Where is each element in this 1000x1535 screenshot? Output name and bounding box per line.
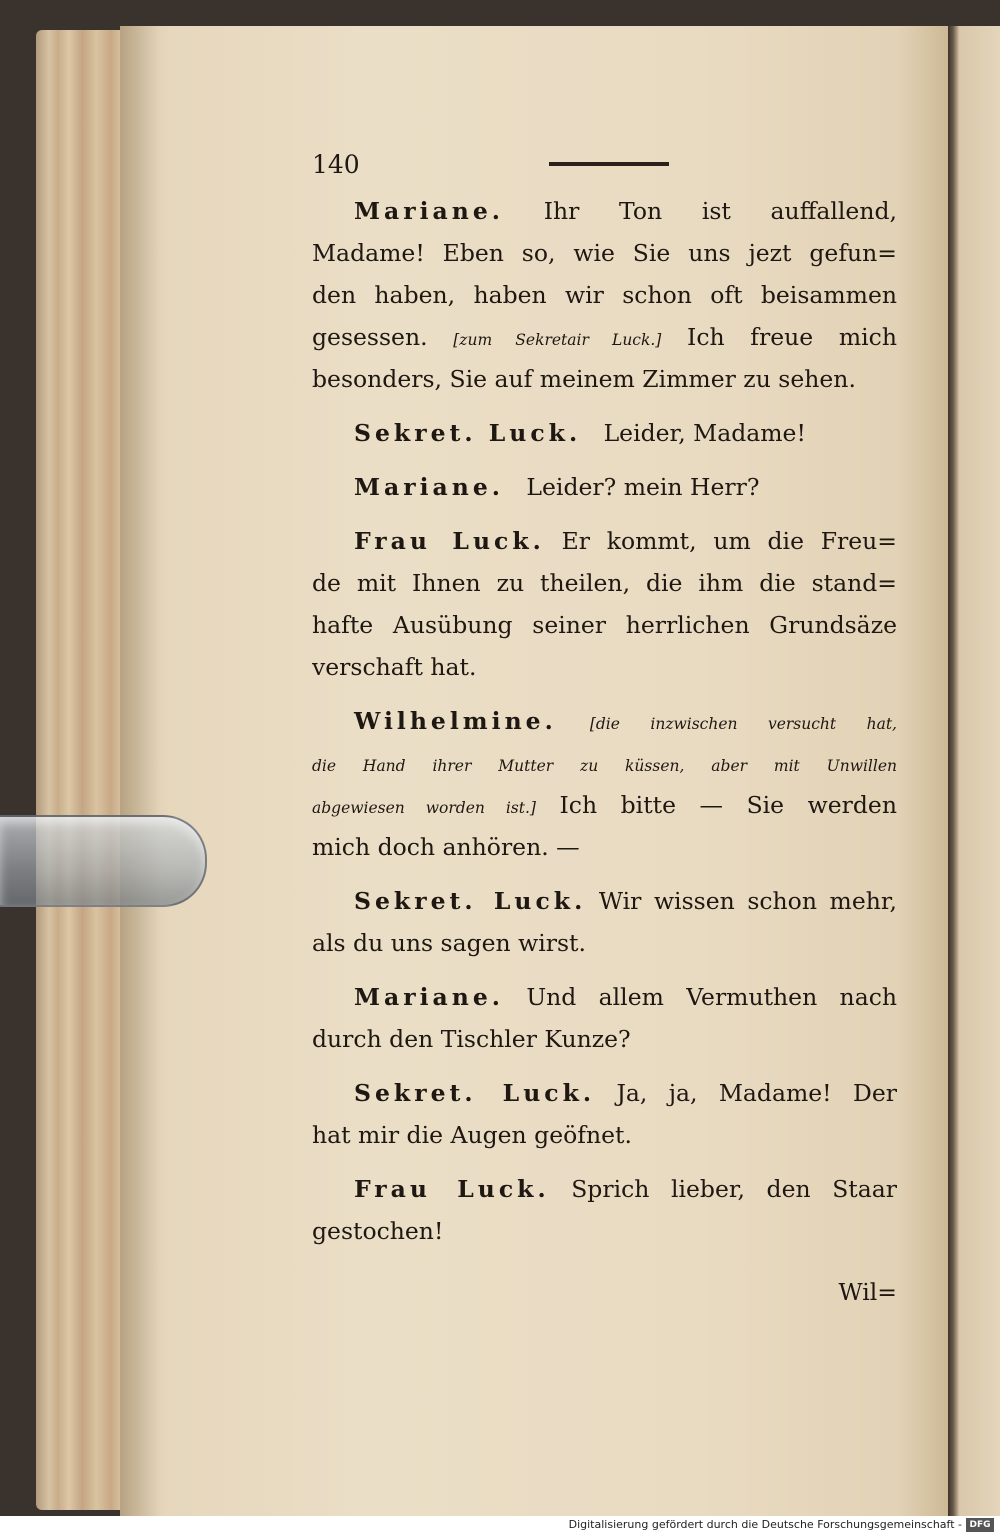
text-line: durch den Tischler Kunze? bbox=[312, 1025, 631, 1053]
text-line bbox=[312, 742, 897, 784]
passage bbox=[312, 976, 897, 1060]
page-text bbox=[312, 150, 897, 1306]
dialogue-text: Ja, ja, Madame! Der bbox=[616, 1079, 897, 1107]
gutter-shadow bbox=[120, 26, 160, 1516]
head-rule bbox=[549, 162, 669, 166]
speaker-name: Sekret. Luck. bbox=[354, 419, 582, 447]
dialogue-text: gesessen. bbox=[312, 323, 428, 351]
passage bbox=[312, 190, 897, 400]
catchword: Wil= bbox=[838, 1278, 897, 1306]
dfg-logo: DFG bbox=[966, 1518, 994, 1532]
text-line: verschaft hat. bbox=[312, 653, 477, 681]
footer-bar bbox=[0, 1516, 1000, 1535]
text-line: Madame! Eben so, wie Sie uns jezt gefun= bbox=[312, 239, 897, 267]
dialogue-text: Ich freue mich bbox=[687, 323, 897, 351]
page-number: 140 bbox=[312, 150, 360, 179]
passage bbox=[312, 880, 897, 964]
speaker-name: Frau Luck. bbox=[354, 1175, 550, 1203]
stage-direction: [zum Sekretair Luck.] bbox=[453, 331, 662, 349]
text-line bbox=[312, 1168, 897, 1210]
speaker-name: Mariane. bbox=[354, 197, 504, 225]
speaker-name: Sekret. Luck. bbox=[354, 887, 587, 915]
passage bbox=[312, 1168, 897, 1252]
passage bbox=[312, 700, 897, 868]
text-line bbox=[312, 412, 897, 454]
text-line: hat mir die Augen geöfnet. bbox=[312, 1121, 632, 1149]
passage bbox=[312, 466, 897, 508]
text-line: als du uns sagen wirst. bbox=[312, 929, 586, 957]
dialogue-text: Leider, Madame! bbox=[603, 419, 806, 447]
text-line bbox=[312, 520, 897, 562]
text-line: besonders, Sie auf meinem Zimmer zu sehen. bbox=[312, 365, 856, 393]
running-head bbox=[312, 150, 897, 190]
stage-direction: [die inzwischen versucht hat, bbox=[589, 715, 897, 733]
dialogue-text: Er kommt, um die Freu= bbox=[561, 527, 897, 555]
passage bbox=[312, 1072, 897, 1156]
text-line: den haben, haben wir schon oft beisammen bbox=[312, 281, 897, 309]
stage-direction: die Hand ihrer Mutter zu küssen, aber mit Unwillen bbox=[312, 757, 897, 775]
text-line bbox=[312, 700, 897, 742]
text-line bbox=[312, 880, 897, 922]
passage bbox=[312, 520, 897, 688]
page-holder-clip bbox=[0, 815, 207, 907]
dialogue-text: Ihr Ton ist auffallend, bbox=[543, 197, 897, 225]
text-line bbox=[312, 784, 897, 826]
footer-credit: Digitalisierung gefördert durch die Deutsche Forschungsgemeinschaft - bbox=[568, 1518, 962, 1531]
stage-direction: abgewiesen worden ist.] bbox=[312, 799, 536, 817]
text-line: hafte Ausübung seiner herrlichen Grundsäze bbox=[312, 611, 897, 639]
text-line: gestochen! bbox=[312, 1217, 444, 1245]
facing-page-edge bbox=[948, 26, 1000, 1516]
text-line bbox=[312, 190, 897, 232]
text-line bbox=[312, 976, 897, 1018]
speaker-name: Mariane. bbox=[354, 473, 504, 501]
text-line bbox=[312, 466, 897, 508]
speaker-name: Mariane. bbox=[354, 983, 504, 1011]
passage bbox=[312, 412, 897, 454]
text-line: de mit Ihnen zu theilen, die ihm die stand= bbox=[312, 569, 897, 597]
dialogue-text: Leider? mein Herr? bbox=[526, 473, 760, 501]
speaker-name: Wilhelmine. bbox=[354, 707, 557, 735]
speaker-name: Sekret. Luck. bbox=[354, 1079, 596, 1107]
text-line bbox=[312, 1072, 897, 1114]
speaker-name: Frau Luck. bbox=[354, 527, 545, 555]
text-line bbox=[312, 316, 897, 358]
dialogue-text: Sprich lieber, den Staar bbox=[571, 1175, 897, 1203]
text-line: mich doch anhören. — bbox=[312, 833, 580, 861]
dialogue-text: Ich bitte — Sie werden bbox=[559, 791, 897, 819]
dialogue-text: Wir wissen schon mehr, bbox=[598, 887, 897, 915]
dialogue-text: Und allem Vermuthen nach bbox=[526, 983, 897, 1011]
